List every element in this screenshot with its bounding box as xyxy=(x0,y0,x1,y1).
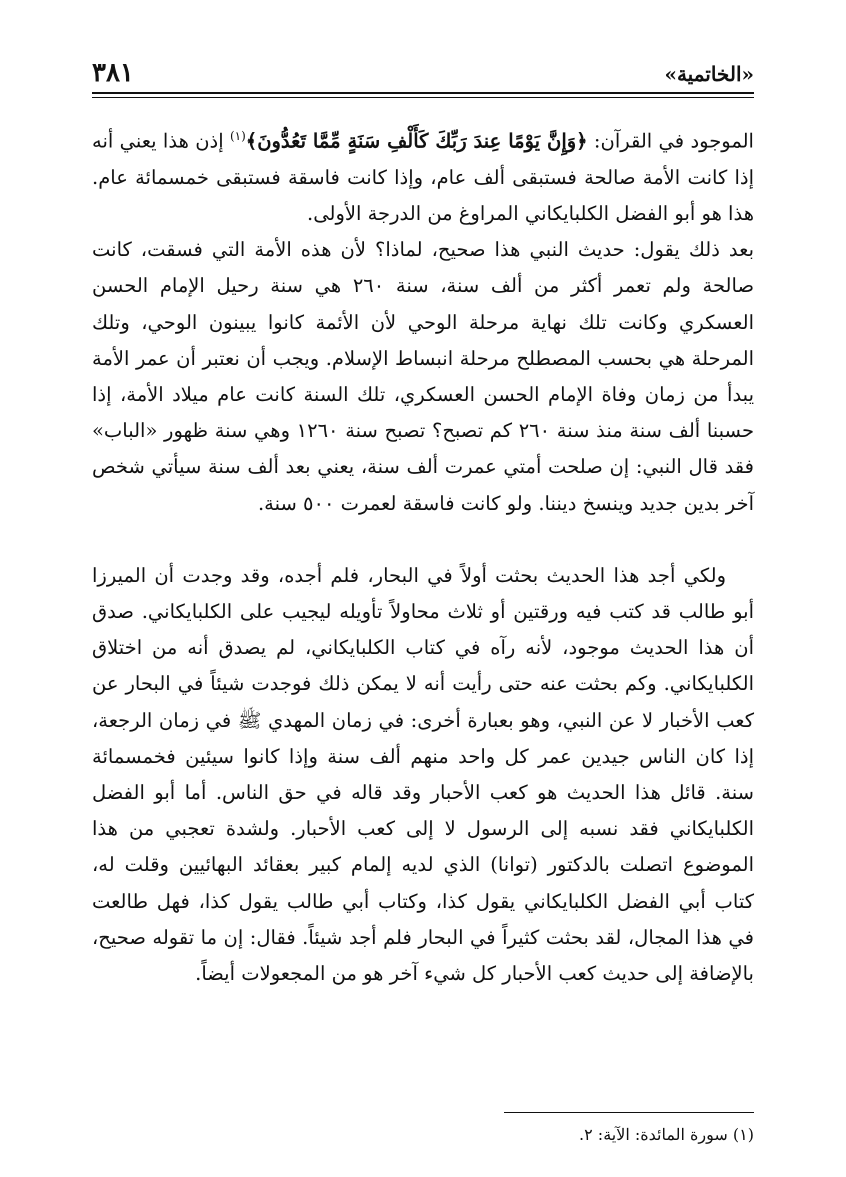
paragraph-text: ولكي أجد هذا الحديث بحثت أولاً في البحار، فلم أجده، وقد وجدت أن الميرزا أبو طالب قد كتب فيه ورقتين أو ثلاث محاولاً تأويله ليجيب على الكلبايكاني. صدق أن هذا الحديث موجود، لأنه رآه في كتاب الكلبايكاني، لم يصدق أنه من اختلاق الكلبايكاني. وكم بحثت عنه حتى رأيت أنه لا يمكن ذلك فوجدت شيئاً في البحار عن كعب الأخبار لا عن النبي، وهو بعبارة أخرى: في زمان المهدي xyxy=(92,563,754,732)
footnote-reference: (١) xyxy=(229,129,246,143)
honorific-symbol: ﷺ xyxy=(237,708,262,732)
paragraph xyxy=(92,558,754,992)
chapter-title: «الخاتمية» xyxy=(664,62,754,86)
header-rule-thick xyxy=(92,92,754,94)
footnote: (١) سورة المائدة: الآية: ٢. xyxy=(579,1125,754,1144)
page-number: ٣٨١ xyxy=(92,58,134,88)
main-text xyxy=(92,118,754,992)
page-header xyxy=(92,58,754,88)
paragraph xyxy=(92,118,754,232)
paragraph-text: إذن هذا يعني أنه إذا كانت الأمة صالحة فستبقى ألف عام، وإذا كانت فاسقة فستبقى خمسمائة عام. هذا هو أبو الفضل الكلبايكاني المراوغ من الدرجة الأولى. xyxy=(92,129,754,225)
paragraph: بعد ذلك يقول: حديث النبي هذا صحيح، لماذا؟ لأن هذه الأمة التي فسقت، كانت صالحة ولم تعمر أكثر من ألف سنة، سنة ٢٦٠ هي سنة رحيل الإمام الحسن العسكري وكانت تلك نهاية مرحلة الوحي لأن الأئمة كانوا يبينون الوحي، وتلك المرحلة هي بحسب المصطلح مرحلة انبساط الإسلام. ويجب أن نعتبر أن عمر الأمة يبدأ من زمان وفاة الإمام الحسن العسكري، تلك السنة كانت عام ميلاد الأمة، إذا حسبنا ألف سنة منذ سنة ٢٦٠ كم تصبح؟ تصبح سنة ١٢٦٠ وهي سنة ظهور «الباب» فقد قال النبي: إن صلحت أمتي عمرت ألف سنة، يعني بعد ألف سنة سيأتي شخص آخر بدين جديد وينسخ ديننا. ولو كانت فاسقة لعمرت ٥٠٠ سنة. xyxy=(92,238,754,515)
paragraph-text: في زمان الرجعة، إذا كان الناس جيدين عمر كل واحد منهم ألف سنة وإذا كانوا سيئين فخمسمائة سنة. قائل هذا الحديث هو كعب الأحبار وقد قاله في حق الناس. أما أبو الفضل الكلبايكاني فقد نسبه إلى الرسول لا إلى كعب الأحبار. ولشدة تعجبي من هذا الموضوع اتصلت بالدكتور (توانا) الذي لديه إلمام كبير بعقائد البهائيين وقلت له، كتاب أبي الفضل الكلبايكاني يقول كذا، وكتاب أبي طالب يقول كذا، فهل طالعت في هذا المجال، لقد بحثت كثيراً في البحار فلم أجد شيئاً. فقال: إن ما تقوله صحيح، بالإضافة إلى حديث كعب الأحبار كل شيء آخر هو من المجعولات أيضاً. xyxy=(92,708,754,985)
quran-verse: ﴿وَإِنَّ يَوْمًا عِندَ رَبِّكَ كَأَلْفِ سَنَةٍ مِّمَّا تَعُدُّونَ﴾ xyxy=(245,129,588,153)
header-rule-thin xyxy=(92,97,754,98)
footnote-divider xyxy=(504,1112,754,1113)
paragraph-text: الموجود في القرآن: xyxy=(587,129,754,153)
